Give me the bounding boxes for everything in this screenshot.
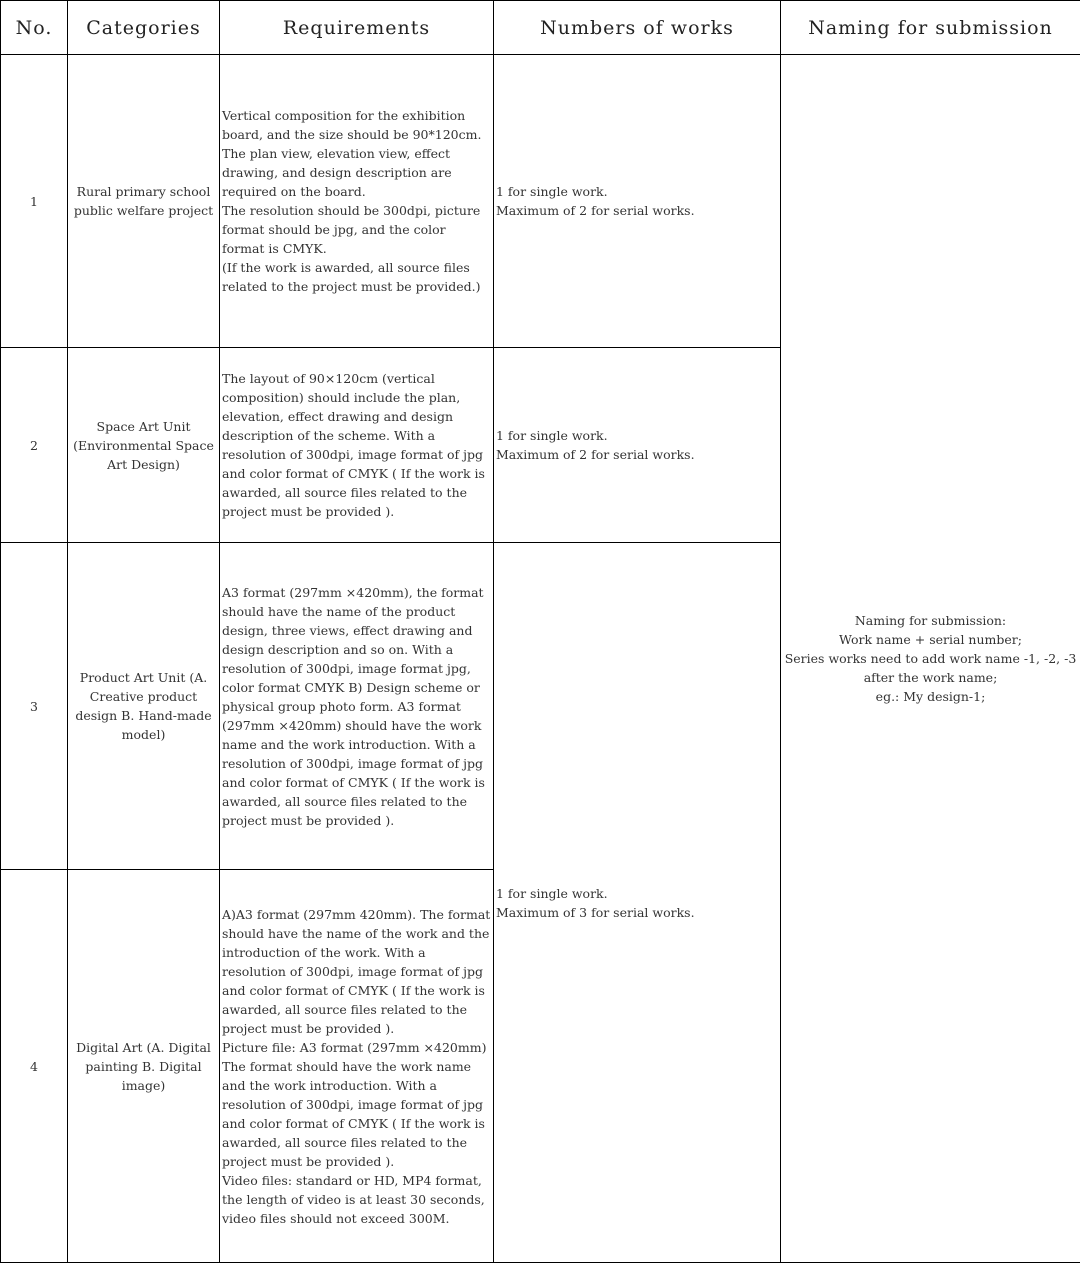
header-requirements: Requirements	[220, 1, 494, 55]
requirements-cell	[220, 870, 494, 1263]
header-no: No.	[1, 1, 68, 55]
category-cell: Rural primary school public welfare project	[68, 55, 220, 348]
row-number: 1	[1, 55, 68, 348]
header-numbers-of-works: Numbers of works	[494, 1, 781, 55]
naming-cell	[781, 55, 1080, 1263]
row-number: 4	[1, 870, 68, 1263]
requirements-cell	[220, 348, 494, 543]
header-categories: Categories	[68, 1, 220, 55]
table-row	[1, 55, 1080, 348]
row-number: 3	[1, 543, 68, 870]
numbers-text: 1 for single work. Maximum of 2 for serial works.	[496, 428, 695, 462]
requirements-cell	[220, 55, 494, 348]
row-number: 2	[1, 348, 68, 543]
naming-text: Naming for submission: Work name + serial number; Series works need to add work name -1, -2, -3 after the work name; eg.: My design-1;	[784, 613, 1077, 704]
requirements-text: A)A3 format (297mm 420mm). The format should have the name of the work and the introduction of the work. With a resolution of 300dpi, image format of jpg and color format of CMYK ( If the work is awarded, all source files related to the project must be provided ). Picture file: A3 format (297mm ×420mm) The format should have the work name and the work introduction. With a resolution of 300dpi, image format of jpg and color format of CMYK ( If the work is awarded, all source files related to the project must be provided ). Video files: standard or HD, MP4 format, the length of video is at least 30 seconds, video files should not exceed 300M.	[222, 906, 491, 1226]
numbers-cell	[494, 543, 781, 1263]
requirements-text: A3 format (297mm ×420mm), the format should have the name of the product design, three views, effect drawing and design description and so on. With a resolution of 300dpi, image format jpg, color format CMYK B) Design scheme or physical group photo form. A3 format (297mm ×420mm) should have the work name and the work introduction. With a resolution of 300dpi, image format of jpg and color format of CMYK ( If the work is awarded, all source files related to the project must be provided ).	[222, 584, 485, 828]
requirements-text: The layout of 90×120cm (vertical composition) should include the plan, elevation, effect drawing and design description of the scheme. With a resolution of 300dpi, image format of jpg and color format of CMYK ( If the work is awarded, all source files related to the project must be provided ).	[222, 371, 485, 519]
category-cell: Product Art Unit (A. Creative product design B. Hand-made model)	[68, 543, 220, 870]
header-naming-for-submission: Naming for submission	[781, 1, 1080, 55]
requirements-text: Vertical composition for the exhibition board, and the size should be 90*120cm. The plan view, elevation view, effect drawing, and design description are required on the board. The resolution should be 300dpi, picture format should be jpg, and the color format is CMYK. (If the work is awarded, all source files related to the project must be provided.)	[222, 108, 482, 294]
numbers-text: 1 for single work. Maximum of 3 for serial works.	[496, 885, 695, 920]
numbers-cell	[494, 348, 781, 543]
numbers-cell	[494, 55, 781, 348]
category-cell: Digital Art (A. Digital painting B. Digital image)	[68, 870, 220, 1263]
requirements-cell	[220, 543, 494, 870]
table-header-row	[1, 1, 1080, 55]
numbers-text: 1 for single work. Maximum of 2 for serial works.	[496, 184, 695, 218]
category-cell: Space Art Unit (Environmental Space Art Design)	[68, 348, 220, 543]
